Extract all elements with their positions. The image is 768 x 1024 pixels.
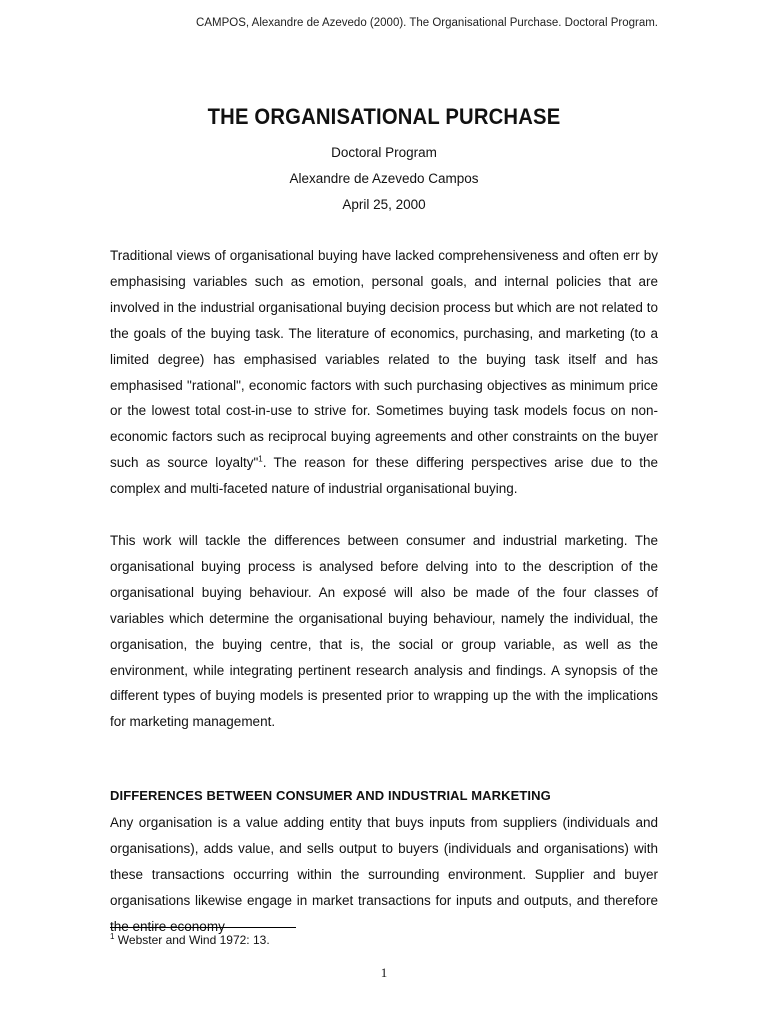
footnote-reference[interactable]: 1 xyxy=(258,454,263,464)
scope-paragraph: This work will tackle the differences between consumer and industrial marketing. The organisational buying process is analysed before delving into to the description of the organisational buying behaviour. An exposé will also be made of the four classes of variables which determine the organisational buying behaviour, namely the individual, the organisation, the buying centre, that is, the social or group variable, as well as the environment, while integrating pertinent research analysis and findings. A synopsis of the different types of buying models is presented prior to wrapping up the with the implications for marketing management. xyxy=(110,533,658,730)
intro-text-before-note: Traditional views of organisational buying have lacked comprehensiveness and often err by emphasising variables such as emotion, personal goals, and internal policies that are involved in the industrial organisational buying decision process but which are not related to the goals of the buying task. The literature of economics, purchasing, and marketing (to a limited degree) has emphasised variables related to the buying task itself and has emphasised "rational", economic factors with such purchasing objectives as minimum price or the lowest total cost-in-use to strive for. Sometimes buying task models focus on non-economic factors such as reciprocal buying agreements and other constraints on the buyer such as source loyalty" xyxy=(110,248,658,471)
footnote-divider xyxy=(110,927,296,928)
footnote-marker: 1 xyxy=(110,932,115,941)
running-header: CAMPOS, Alexandre de Azevedo (2000). The Organisational Purchase. Doctoral Program. xyxy=(196,17,658,29)
date-line: April 25, 2000 xyxy=(342,197,426,212)
footnote xyxy=(110,933,270,947)
intro-text-after-note: . The reason for these differing perspectives arise due to the complex and multi-faceted nature of industrial organisational buying. xyxy=(110,455,659,497)
author-line: Alexandre de Azevedo Campos xyxy=(289,171,479,186)
footnote-text: Webster and Wind 1972: 13. xyxy=(114,933,270,947)
section-paragraph: Any organisation is a value adding entity that buys inputs from suppliers (individuals and organisations), adds value, and sells output to buyers (individuals and organisations) with these transactions occurring within the surrounding environment. Supplier and buyer organisations likewise engage in market transactions for inputs and outputs, and therefore the entire economy xyxy=(110,815,658,934)
section-heading: DIFFERENCES BETWEEN CONSUMER AND INDUSTRIAL MARKETING xyxy=(110,788,551,803)
program-line: Doctoral Program xyxy=(331,145,437,160)
page-number: 1 xyxy=(380,965,388,980)
document-title: THE ORGANISATIONAL PURCHASE xyxy=(207,104,561,129)
intro-paragraph xyxy=(110,243,658,502)
